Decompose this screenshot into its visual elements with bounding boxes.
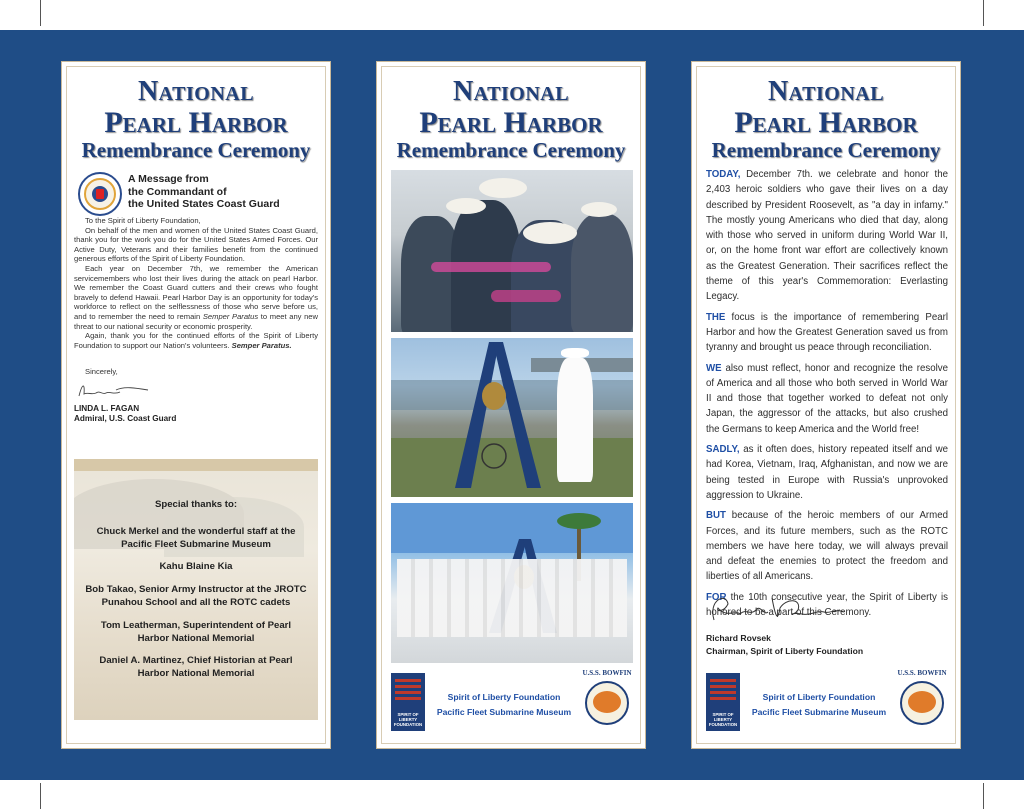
letter-salutation: To the Spirit of Liberty Foundation, [85, 216, 201, 225]
footer-logos [706, 669, 948, 735]
crop-mark [983, 0, 984, 26]
thanks-item: Bob Takao, Senior Army Instructor at the JROTC Punahou School and all the ROTC cadets [85, 584, 307, 608]
naval-band-photo [391, 503, 633, 663]
thanks-item: Tom Leatherman, Superintendent of Pearl Harbor National Memorial [100, 619, 292, 644]
fagan-signature [76, 378, 152, 402]
signer-title: Admiral, U.S. Coast Guard [74, 414, 177, 423]
thanks-item: Chuck Merkel and the wonderful staff at the Pacific Fleet Submarine Museum [96, 525, 296, 550]
title-line-remembrance: Remembrance Ceremony [81, 138, 311, 162]
crop-mark [40, 0, 41, 26]
message-paragraph: FOR the 10th consecutive year, the Spirit of Liberty is honored to be a part of this Ceremony. [706, 591, 948, 619]
footer-org-museum: Pacific Fleet Submarine Museum [751, 707, 887, 717]
title-line-remembrance: Remembrance Ceremony [396, 138, 626, 162]
crop-mark [983, 783, 984, 809]
panel-coast-guard-message [61, 61, 331, 749]
title-line-remembrance: Remembrance Ceremony [711, 138, 941, 162]
letter-paragraph: Each year on December 7th, we remember the American servicemembers who lost their lives during the attack on pearl Harbor. We remember the Coast Guard cutters and their crews who fought bravely to defend Hawaii. Pearl Harbor Day is an opportunity for today's workforce to reflect on the selflessness of those who serve before us, and to remember the need to remain Semper Paratus to meet any new threat to our national security or economic prosperity. [74, 263, 319, 331]
message-heading-line: the United States Coast Guard [128, 198, 280, 210]
letter-paragraph: Again, thank you for the continued efforts of the Spirit of Liberty Foundation to support our Nation's volunteers. Semper Paratus. [74, 331, 318, 350]
veterans-saluting-photo [391, 170, 633, 332]
title-line-national: National [767, 76, 885, 107]
signer-name: Richard Rovsek [706, 633, 771, 643]
title-line-pearl-harbor: Pearl Harbor [104, 106, 288, 139]
footer-organizations [744, 690, 894, 720]
spirit-of-liberty-logo-icon: SPIRIT OF LIBERTY FOUNDATION [391, 673, 425, 731]
special-thanks-heading: Special thanks to: [154, 499, 238, 510]
footer-organizations [429, 690, 579, 720]
uss-bowfin-logo-icon: U.S.S. BOWFIN [581, 669, 633, 731]
thanks-item: Kahu Blaine Kia [159, 561, 233, 573]
special-thanks-list [74, 499, 318, 691]
footer-org-museum: Pacific Fleet Submarine Museum [436, 707, 572, 717]
footer-logos [391, 669, 633, 735]
title-line-pearl-harbor: Pearl Harbor [419, 106, 603, 139]
letter-paragraph: On behalf of the men and women of the United States Coast Guard, thank you for the work you do for the United States Armed Forces. Our Active Duty, Veterans and their families benefit from the continued generous efforts of the Spirit of Liberty Foundation. [74, 225, 318, 264]
message-paragraph: BUT because of the heroic members of our Armed Forces, and its future members, such as the ROTC members we have here today, we will always prevail and defeat the enemies to protect the freedom and liberties of all Americans. [706, 510, 948, 583]
signer-name: LINDA L. FAGAN [74, 404, 140, 413]
uss-bowfin-logo-icon: U.S.S. BOWFIN [896, 669, 948, 731]
message-heading-line: A Message from [128, 173, 209, 185]
coast-guard-seal-icon [78, 172, 122, 216]
message-paragraph: SADLY, as it often does, history repeated itself and we had Korea, Vietnam, Iraq, Afghanistan, and now we are being tested in Europe with Russia's unprovoked aggression to Ukraine. [706, 444, 948, 501]
panel-photos [376, 61, 646, 749]
title-line-pearl-harbor: Pearl Harbor [734, 106, 918, 139]
message-heading [128, 173, 318, 211]
footer-org-liberty: Spirit of Liberty Foundation [762, 692, 876, 702]
spirit-of-liberty-logo-icon: SPIRIT OF LIBERTY FOUNDATION [706, 673, 740, 731]
message-heading-line: the Commandant of [128, 185, 227, 198]
thanks-header-bar [74, 459, 318, 471]
rovsek-signature [706, 590, 856, 630]
footer-org-liberty: Spirit of Liberty Foundation [447, 692, 561, 702]
chairman-message-body [706, 167, 948, 625]
title-line-national: National [452, 76, 570, 107]
crop-mark [40, 783, 41, 809]
message-paragraph: TODAY, December 7th. we celebrate and honor the 2,403 heroic soldiers who gave their lives on a day described by President Roosevelt, as "a day in infamy." The mostly young Americans who died that day, along with those who served in uniform during World War II, or, on the home front war effort are collectively known as the Greatest Generation. Their sacrifices reflect the theme of this year's Commemoration: Everlasting Legacy. [706, 169, 948, 303]
freedom-bell-photo [391, 338, 633, 497]
letter-closing: Sincerely, [85, 367, 118, 376]
message-paragraph: THE focus is the importance of remembering Pearl Harbor and how the Greatest Generation saved us from tyranny and brought us peace through reconciliation. [706, 311, 948, 354]
signer-title: Chairman, Spirit of Liberty Foundation [706, 646, 864, 656]
letter-signer [74, 404, 176, 424]
thanks-item: Daniel A. Martinez, Chief Historian at Pearl Harbor National Memorial [99, 655, 293, 680]
panel-chairman-message [691, 61, 961, 749]
title-line-national: National [137, 76, 255, 107]
commandant-letter [74, 216, 318, 350]
message-paragraph: WE also must reflect, honor and recognize the resolve of America and all those who both served in World War II and those that together worked to defeat not only Japan, the aggressor of the attacks, but also crushed the Germans to keep America and the World free! [706, 362, 948, 435]
chairman-signer [706, 632, 863, 658]
